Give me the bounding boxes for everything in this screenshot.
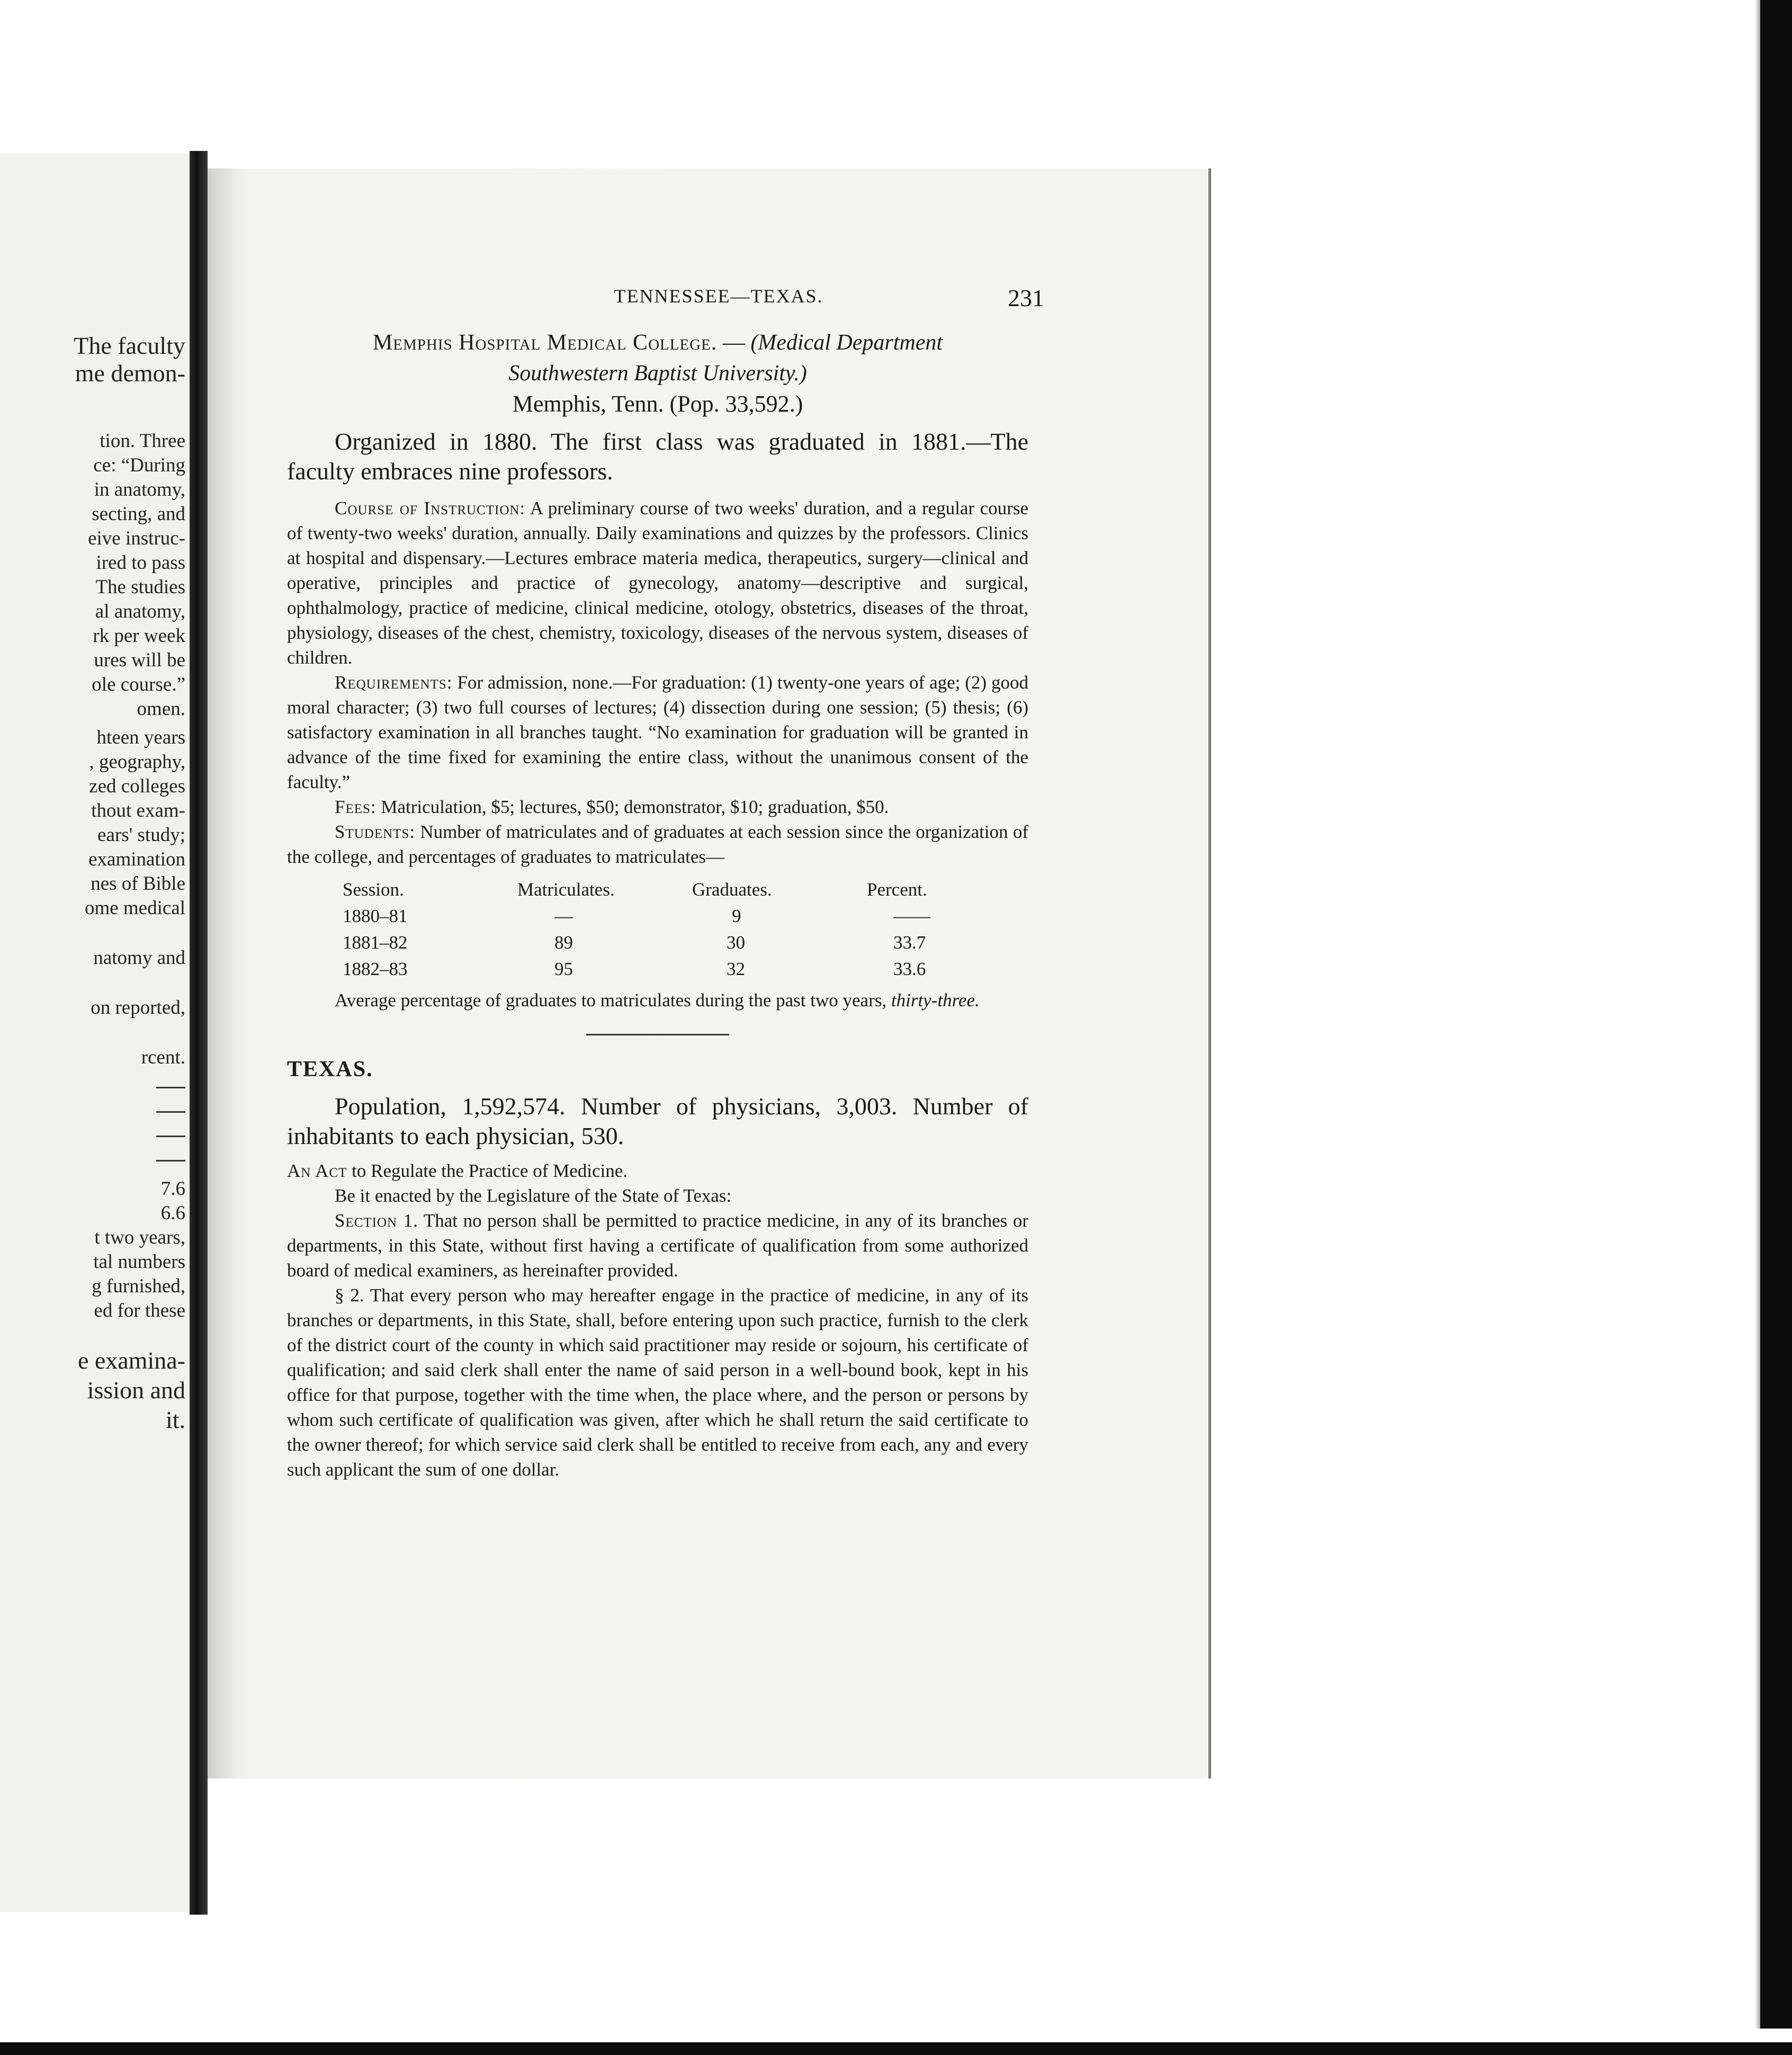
right-edge-shadow — [1755, 0, 1760, 2029]
left-page-line: zed colleges — [89, 775, 185, 797]
students-table — [343, 877, 989, 982]
table-row — [343, 903, 989, 930]
table-cell: 9 — [732, 906, 741, 926]
left-page-line: ission and — [87, 1377, 185, 1404]
table-row — [343, 956, 989, 982]
title-dash: — — [717, 330, 751, 355]
left-page-line: hteen years — [96, 727, 185, 748]
table-cell: —— — [893, 906, 930, 926]
college-location: Memphis, Tenn. (Pop. 33,592.) — [512, 391, 803, 417]
left-page-line: in anatomy, — [94, 479, 185, 501]
fees-label: Fees: — [335, 797, 377, 817]
left-page-line: 7.6 — [160, 1178, 185, 1200]
table-cell: 89 — [554, 932, 573, 953]
college-title — [287, 327, 1028, 358]
left-page-line: secting, and — [92, 503, 185, 525]
right-scan-border — [1760, 0, 1792, 2029]
left-page-line: ed for these — [94, 1300, 185, 1321]
left-page-line: ce: “During — [93, 454, 185, 476]
book-spine — [190, 151, 208, 1915]
section-2-text: That every person who may hereafter engage in the practice of medicine, in any of its branches or departments, in this State, shall, before entering upon such practice, furnish to the clerk of the district court of the county in which said practitioner may reside or sojourn, his certificate of qualification; and said clerk shall enter the name of said person in a well-bound book, kept in his office for that purpose, together with the time when, the place where, and the person or persons by whom such certificate of qualification was given, after which he shall return the said certificate to the owner thereof; for which service said clerk shall be entitled to receive from each, any and every such applicant the sum of one dollar. — [287, 1285, 1029, 1480]
section-divider — [586, 1034, 729, 1035]
left-page-line: rcent. — [141, 1047, 185, 1068]
left-page-line: ole course.” — [92, 674, 185, 695]
enacting-clause: Be it enacted by the Legislature of the State of Texas: — [335, 1185, 732, 1206]
left-page-line: thout exam- — [91, 800, 185, 821]
left-page-line: t two years, — [94, 1227, 185, 1248]
left-page-line: eive instruc- — [88, 528, 185, 549]
table-cell: 95 — [554, 959, 573, 979]
left-page-line: nes of Bible — [91, 873, 185, 895]
bottom-scan-border — [0, 2042, 1792, 2055]
left-page-line: tal numbers — [93, 1251, 185, 1273]
left-page-line: 6.6 — [160, 1202, 185, 1224]
left-facing-page — [0, 154, 190, 1912]
college-department-line-2 — [287, 358, 1028, 389]
requirements-paragraph — [287, 670, 1028, 794]
left-page-line: examination — [88, 848, 185, 870]
section-1-label: Section 1. — [335, 1210, 418, 1231]
left-page-line: tion. Three — [100, 430, 185, 452]
course-text: A preliminary course of two weeks' duration, and a regular course of twenty-two weeks' duration, annually. Daily examinations and quizzes by the professors. Clinics at hospital and dispensary.—Lectures embrace materia medica, therapeutics, surgery—clinical and operative, principles and practice of gynecology, anatomy—descriptive and surgical, ophthalmology, practice of medicine, clinical medicine, otology, obstetrics, diseases of the throat, physiology, diseases of the chest, chemistry, toxicology, diseases of the nervous system, diseases of children. — [287, 498, 1028, 668]
act-title — [287, 1158, 1028, 1183]
table-header: Percent. — [867, 879, 927, 900]
college-department-2: Southwestern Baptist University.) — [508, 361, 807, 386]
left-page-line: on reported, — [91, 997, 185, 1018]
left-page-line: The faculty — [74, 332, 185, 359]
left-page-line: ome medical — [84, 897, 185, 919]
organized-paragraph: Organized in 1880. The first class was graduated in 1881.—The faculty embraces nine professors. — [287, 428, 1028, 485]
average-text: Average percentage of graduates to matriculates during the past two years, — [335, 990, 887, 1011]
average-value: thirty-three. — [891, 990, 980, 1011]
left-page-line: it. — [165, 1406, 185, 1433]
act-label: An Act — [287, 1160, 347, 1181]
act-text: to Regulate the Practice of Medicine. — [352, 1160, 628, 1181]
table-cell: 1882–83 — [343, 959, 408, 979]
left-page-line: The studies — [95, 576, 185, 598]
texas-heading: TEXAS. — [287, 1057, 373, 1082]
left-page-line: rk per week — [93, 625, 185, 647]
table-header: Graduates. — [692, 879, 772, 900]
table-row — [343, 930, 989, 956]
left-page-dash — [156, 1111, 185, 1113]
left-page-line: ures will be — [94, 649, 185, 671]
students-paragraph — [287, 819, 1028, 869]
left-page-line: , geography, — [89, 751, 185, 773]
section-2-label: § 2. — [335, 1285, 364, 1306]
running-head: TENNESSEE—TEXAS. — [614, 285, 823, 307]
left-page-dash — [156, 1136, 185, 1137]
fees-paragraph — [287, 794, 1028, 819]
left-page-line: al anatomy, — [95, 601, 185, 622]
college-name: Memphis Hospital Medical College. — [372, 330, 718, 355]
students-text: Number of matriculates and of graduates at each session since the organization of the college, and percentages of graduates to matriculates— — [287, 821, 1028, 867]
page-content — [287, 327, 1028, 1482]
left-page-line: g furnished, — [92, 1275, 185, 1297]
left-page-line: ears' study; — [97, 824, 185, 846]
college-department: (Medical Department — [750, 330, 943, 355]
left-page-line: natomy and — [93, 947, 185, 969]
table-cell: 1881–82 — [343, 932, 408, 953]
table-cell: 33.6 — [893, 959, 926, 979]
course-label: Course of Instruction: — [335, 498, 526, 519]
book-page — [208, 168, 1211, 1779]
table-header: Session. — [343, 879, 404, 900]
course-paragraph — [287, 496, 1028, 670]
table-header: Matriculates. — [517, 879, 615, 900]
left-page-dash — [156, 1160, 185, 1161]
requirements-text: For admission, none.—For graduation: (1) twenty-one years of age; (2) good moral character; (3) two full courses of lectures; (4) dissection during one session; (5) thesis; (6) satisfactory examination in all branches taught. “No examination for graduation will be granted in advance of the time fixed for examining the entire class, without the unanimous consent of the faculty.” — [287, 672, 1028, 792]
table-header-row — [343, 877, 989, 903]
average-paragraph — [287, 988, 1028, 1013]
requirements-label: Requirements: — [335, 672, 453, 693]
left-page-line: ired to pass — [96, 552, 185, 574]
page-number: 231 — [1008, 284, 1044, 311]
fees-text: Matriculation, $5; lectures, $50; demonstrator, $10; graduation, $50. — [381, 797, 889, 817]
left-page-line: omen. — [137, 698, 185, 720]
table-cell: 1880–81 — [343, 906, 408, 926]
table-cell: 32 — [727, 959, 745, 979]
students-label: Students: — [335, 821, 416, 842]
table-cell: 33.7 — [893, 932, 926, 953]
left-page-dash — [156, 1087, 185, 1088]
section-1-text: That no person shall be permitted to practice medicine, in any of its branches or departments, in this State, without first having a certificate of qualification from some authorized board of medical examiners, as hereinafter provided. — [287, 1210, 1028, 1281]
table-cell: 30 — [727, 932, 745, 953]
table-cell: — — [554, 906, 573, 926]
population-paragraph: Population, 1,592,574. Number of physicians, 3,003. Number of inhabitants to each physician, 530. — [287, 1093, 1028, 1149]
section-2-paragraph — [287, 1283, 1028, 1482]
section-1-paragraph — [287, 1208, 1028, 1283]
left-page-line: me demon- — [75, 360, 185, 387]
gutter-shadow — [208, 168, 239, 1779]
left-page-line: e examina- — [77, 1347, 185, 1374]
